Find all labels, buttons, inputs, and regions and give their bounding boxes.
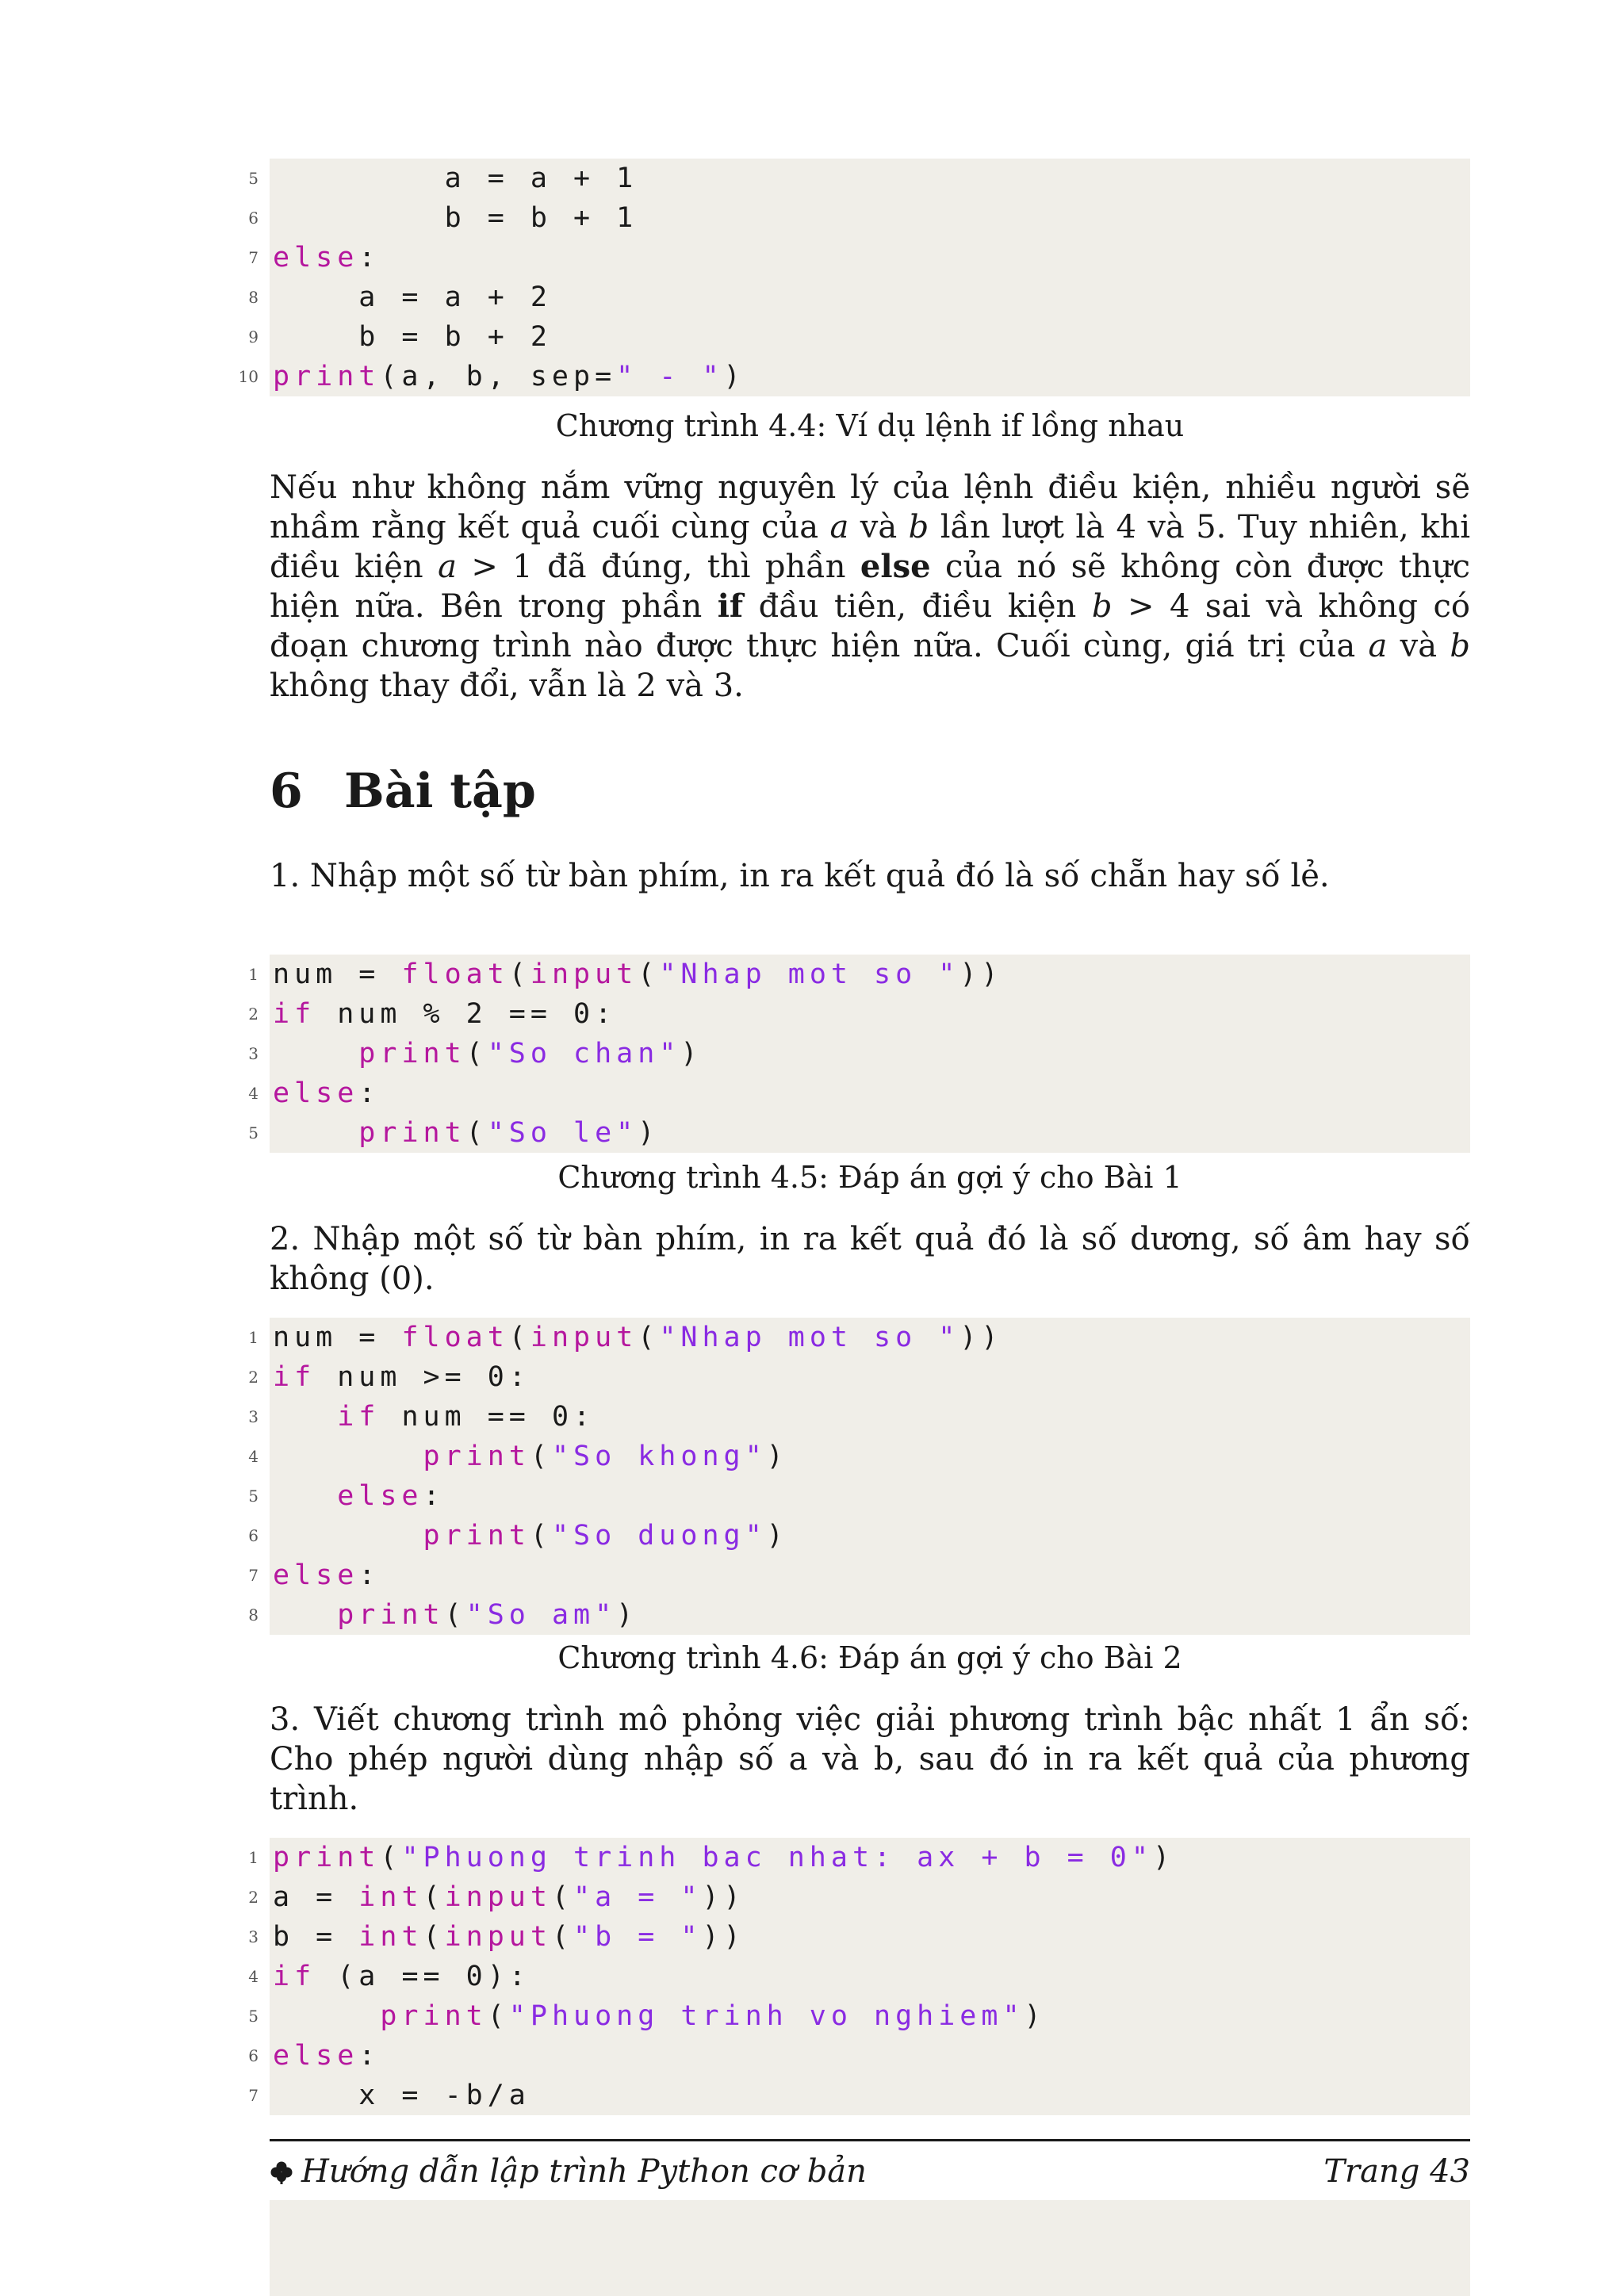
code-string: "b = " <box>573 1921 703 1953</box>
code-keyword: input <box>444 1881 552 1913</box>
code-text <box>273 2076 530 2115</box>
code-line <box>248 1838 1470 1877</box>
code-token: )) <box>959 959 1003 990</box>
line-number: 8 <box>248 1605 259 1624</box>
explanation-text: > 1 đã đúng, thì phần <box>456 549 860 585</box>
code-token: : <box>358 2040 381 2072</box>
line-number: 7 <box>248 1566 259 1585</box>
code-keyword: int <box>358 1881 423 1913</box>
code-line <box>248 2036 1470 2076</box>
code-token: a = <box>273 1881 359 1913</box>
code-token: ) <box>638 1117 660 1149</box>
code-line <box>248 1556 1470 1595</box>
code-line <box>248 1595 1470 1635</box>
code-line <box>248 1397 1470 1437</box>
line-number: 6 <box>248 1526 259 1545</box>
code-token <box>273 1520 423 1552</box>
line-number: 1 <box>248 1328 259 1347</box>
line-number: 1 <box>248 965 259 984</box>
code-line <box>248 1437 1470 1476</box>
code-keyword: input <box>444 1921 552 1953</box>
code-token: num = <box>273 959 402 990</box>
code-token <box>273 1441 423 1472</box>
code-keyword: print <box>273 361 381 392</box>
code-text <box>273 357 745 396</box>
code-token: num = <box>273 1322 402 1353</box>
code-token: b = b + 2 <box>273 321 552 353</box>
code-token: )) <box>702 1881 745 1913</box>
code-line <box>248 1073 1470 1113</box>
code-token: a = a + 2 <box>273 281 552 313</box>
code-text <box>273 1476 445 1516</box>
var-a: a <box>1368 628 1388 664</box>
code-line <box>248 1516 1470 1556</box>
code-text <box>273 1318 1002 1357</box>
code-text <box>273 955 1002 994</box>
line-number: 5 <box>248 2007 259 2026</box>
code-token: ( <box>465 1038 488 1070</box>
exercise-1-statement: 1. Nhập một số từ bàn phím, in ra kết quả đó là số chẵn hay số lẻ. <box>270 858 1330 894</box>
code-keyword: if <box>273 998 316 1030</box>
caption-4-5: Chương trình 4.5: Đáp án gợi ý cho Bài 1 <box>557 1160 1182 1195</box>
code-text <box>273 1113 659 1153</box>
code-token: num >= 0: <box>316 1361 530 1393</box>
code-text <box>273 1957 530 1996</box>
code-keyword: print <box>358 1117 466 1149</box>
code-string: "So khong" <box>551 1441 767 1472</box>
code-token: : <box>358 1559 381 1591</box>
code-listing-4-7 <box>248 1838 1470 2115</box>
line-number: 3 <box>248 1927 259 1946</box>
code-keyword: else <box>273 1559 359 1591</box>
var-a: a <box>438 549 457 585</box>
code-text <box>273 2036 380 2076</box>
line-number: 5 <box>248 1487 259 1506</box>
explanation-text: không thay đổi, vẫn là 2 và 3. <box>270 668 744 704</box>
code-line <box>248 159 1470 198</box>
code-token: ) <box>1152 1842 1175 1873</box>
explanation-text: của nó sẽ không còn được thực hiện nữa. Bên trong phần <box>270 549 1471 625</box>
code-string: "So duong" <box>551 1520 767 1552</box>
code-line <box>248 1357 1470 1397</box>
code-text <box>273 1556 380 1595</box>
line-number: 4 <box>248 1967 259 1986</box>
code-text <box>273 1917 745 1957</box>
code-string: "So chan" <box>487 1038 681 1070</box>
code-text <box>273 1838 1174 1877</box>
code-line <box>248 2076 1470 2115</box>
code-string: "Phuong trinh bac nhat: ax + b = 0" <box>401 1842 1153 1873</box>
exercise-1-text <box>270 856 1470 896</box>
code-token: ) <box>723 361 745 392</box>
code-keyword: if <box>273 1961 316 1992</box>
var-b: b <box>1091 588 1113 625</box>
code-line <box>248 1476 1470 1516</box>
code-token: ( <box>465 1117 488 1149</box>
code-line <box>248 994 1470 1034</box>
code-token: ( <box>487 2000 509 2032</box>
code-line <box>248 1113 1470 1153</box>
line-number: 1 <box>248 1848 259 1867</box>
code-token: ( <box>423 1921 445 1953</box>
code-keyword: if <box>273 1361 316 1393</box>
code-string: "Phuong trinh vo nghiem" <box>508 2000 1025 2032</box>
code-token: ) <box>1024 2000 1046 2032</box>
code-token: (a == 0): <box>316 1961 530 1992</box>
explanation-text: > 4 sai và không có đoạn chương trình nào được thực hiện nữa. Cuối cùng, giá trị của <box>270 588 1471 664</box>
code-keyword: print <box>380 2000 488 2032</box>
code-string: " - " <box>616 361 724 392</box>
footer-book-title <box>270 2150 867 2193</box>
code-token: ( <box>444 1599 466 1631</box>
code-token: : <box>423 1480 445 1512</box>
code-token: x = -b/a <box>273 2080 530 2111</box>
exercise-3-text <box>270 1700 1470 1819</box>
code-line <box>248 955 1470 994</box>
code-text <box>273 1996 1046 2036</box>
explanation-text: và <box>1387 628 1450 664</box>
code-keyword: input <box>530 959 638 990</box>
code-keyword: print <box>358 1038 466 1070</box>
exercise-2-statement: 2. Nhập một số từ bàn phím, in ra kết quả đó là số dương, số âm hay số không (0). <box>270 1221 1470 1297</box>
line-number: 6 <box>248 209 259 228</box>
line-number: 5 <box>248 169 259 188</box>
code-text <box>273 994 616 1034</box>
section-title: Bài tập <box>344 763 536 819</box>
explanation-text: Nếu như không nắm vững nguyên lý của lệnh điều kiện, nhiều người sẽ nhầm rằng kết quả cuối cùng của <box>270 469 1470 545</box>
line-number: 10 <box>238 367 259 386</box>
code-token: ) <box>616 1599 638 1631</box>
code-token <box>273 2000 380 2032</box>
code-keyword: print <box>423 1441 530 1472</box>
explanation-text: và <box>848 509 909 545</box>
caption-4-6: Chương trình 4.6: Đáp án gợi ý cho Bài 2 <box>557 1640 1182 1675</box>
line-number: 7 <box>248 248 259 267</box>
code-keyword: int <box>358 1921 423 1953</box>
code-text <box>273 1034 702 1073</box>
explanation-text: đầu tiên, điều kiện <box>743 588 1092 625</box>
code-token: ( <box>638 1322 660 1353</box>
line-number: 3 <box>248 1407 259 1426</box>
section-number: 6 <box>270 763 303 819</box>
clover-icon <box>270 2150 293 2193</box>
code-token: b = b + 1 <box>273 202 638 234</box>
line-number: 2 <box>248 1368 259 1387</box>
code-string: "So am" <box>465 1599 617 1631</box>
code-text <box>273 159 638 198</box>
line-number: 3 <box>248 1044 259 1063</box>
footer-title-text: Hướng dẫn lập trình Python cơ bản <box>301 2153 867 2190</box>
code-keyword: else <box>273 1077 359 1109</box>
code-block-continuation <box>270 2200 1470 2296</box>
code-token: )) <box>702 1921 745 1953</box>
code-text <box>273 1437 788 1476</box>
keyword-else: else <box>860 548 931 585</box>
code-line <box>248 1917 1470 1957</box>
line-number: 4 <box>248 1447 259 1466</box>
code-text <box>273 1357 530 1397</box>
code-token <box>273 1480 337 1512</box>
code-string: "a = " <box>573 1881 703 1913</box>
line-number: 9 <box>248 327 259 346</box>
code-token: ) <box>766 1520 788 1552</box>
code-token: num == 0: <box>380 1401 596 1433</box>
code-string: "So le" <box>487 1117 638 1149</box>
code-line <box>248 1877 1470 1917</box>
code-listing-4-6 <box>248 1318 1470 1635</box>
code-line <box>248 238 1470 277</box>
code-token: b = <box>273 1921 359 1953</box>
code-keyword: print <box>337 1599 445 1631</box>
code-token: ( <box>530 1441 552 1472</box>
line-number: 2 <box>248 1004 259 1024</box>
code-listing-4-5 <box>248 955 1470 1153</box>
code-keyword: input <box>530 1322 638 1353</box>
code-line <box>248 198 1470 238</box>
exercise-3-statement: 3. Viết chương trình mô phỏng việc giải phương trình bậc nhất 1 ẩn số: Cho phép người dùng nhập số a và b, sau đó in ra kết quả của phương trình. <box>270 1701 1470 1817</box>
code-token: : <box>358 1077 381 1109</box>
code-keyword: if <box>337 1401 381 1433</box>
code-line <box>238 357 1470 396</box>
var-b: b <box>908 509 929 545</box>
code-line <box>248 317 1470 357</box>
code-text <box>273 1073 380 1113</box>
line-number: 8 <box>248 288 259 307</box>
code-string: "Nhap mot so " <box>659 959 960 990</box>
code-keyword: float <box>401 1322 509 1353</box>
code-token: : <box>358 242 381 274</box>
code-token: num % 2 == 0: <box>316 998 617 1030</box>
caption-4-4: Chương trình 4.4: Ví dụ lệnh if lồng nhau <box>555 408 1185 443</box>
code-text <box>273 1595 638 1635</box>
code-token: ( <box>638 959 660 990</box>
footer-page-number: Trang 43 <box>1323 2153 1470 2190</box>
section-heading <box>270 760 536 823</box>
code-token: ) <box>766 1441 788 1472</box>
keyword-if: if <box>717 587 744 625</box>
code-text <box>273 317 552 357</box>
code-text <box>273 1877 745 1917</box>
explanation-paragraph <box>270 468 1470 706</box>
code-token: ( <box>551 1881 574 1913</box>
code-line <box>248 277 1470 317</box>
code-token: a = a + 1 <box>273 163 638 194</box>
code-text <box>273 277 552 317</box>
code-line <box>248 1034 1470 1073</box>
code-line <box>248 1957 1470 1996</box>
code-token: ( <box>551 1921 574 1953</box>
code-text <box>273 238 380 277</box>
code-keyword: else <box>273 2040 359 2072</box>
code-line <box>248 1996 1470 2036</box>
code-text <box>273 1397 595 1437</box>
code-keyword: print <box>423 1520 530 1552</box>
code-keyword: print <box>273 1842 381 1873</box>
code-token: )) <box>959 1322 1003 1353</box>
code-token: ( <box>380 1842 402 1873</box>
line-number: 5 <box>248 1123 259 1142</box>
code-token: ( <box>508 959 530 990</box>
code-token <box>273 1117 358 1149</box>
code-token <box>273 1401 337 1433</box>
code-token <box>273 1038 358 1070</box>
code-keyword: else <box>273 242 359 274</box>
code-string: "Nhap mot so " <box>659 1322 960 1353</box>
line-number: 2 <box>248 1888 259 1907</box>
var-b: b <box>1450 628 1470 664</box>
code-line <box>248 1318 1470 1357</box>
exercise-2-text <box>270 1219 1470 1299</box>
footer-rule <box>270 2139 1470 2141</box>
code-token <box>273 1599 337 1631</box>
code-token: ) <box>680 1038 703 1070</box>
code-token: (a, b, sep= <box>380 361 617 392</box>
code-token: ( <box>508 1322 530 1353</box>
line-number: 7 <box>248 2086 259 2105</box>
line-number: 4 <box>248 1084 259 1103</box>
code-keyword: float <box>401 959 509 990</box>
code-text <box>273 1516 788 1556</box>
code-keyword: else <box>337 1480 423 1512</box>
explanation-text: lần lượt là 4 và 5. Tuy nhiên, khi điều kiện <box>270 509 1470 585</box>
code-token: ( <box>423 1881 445 1913</box>
line-number: 6 <box>248 2046 259 2065</box>
code-text <box>273 198 638 238</box>
code-listing-4-4 <box>238 159 1470 396</box>
var-a: a <box>829 509 849 545</box>
code-token: ( <box>530 1520 552 1552</box>
